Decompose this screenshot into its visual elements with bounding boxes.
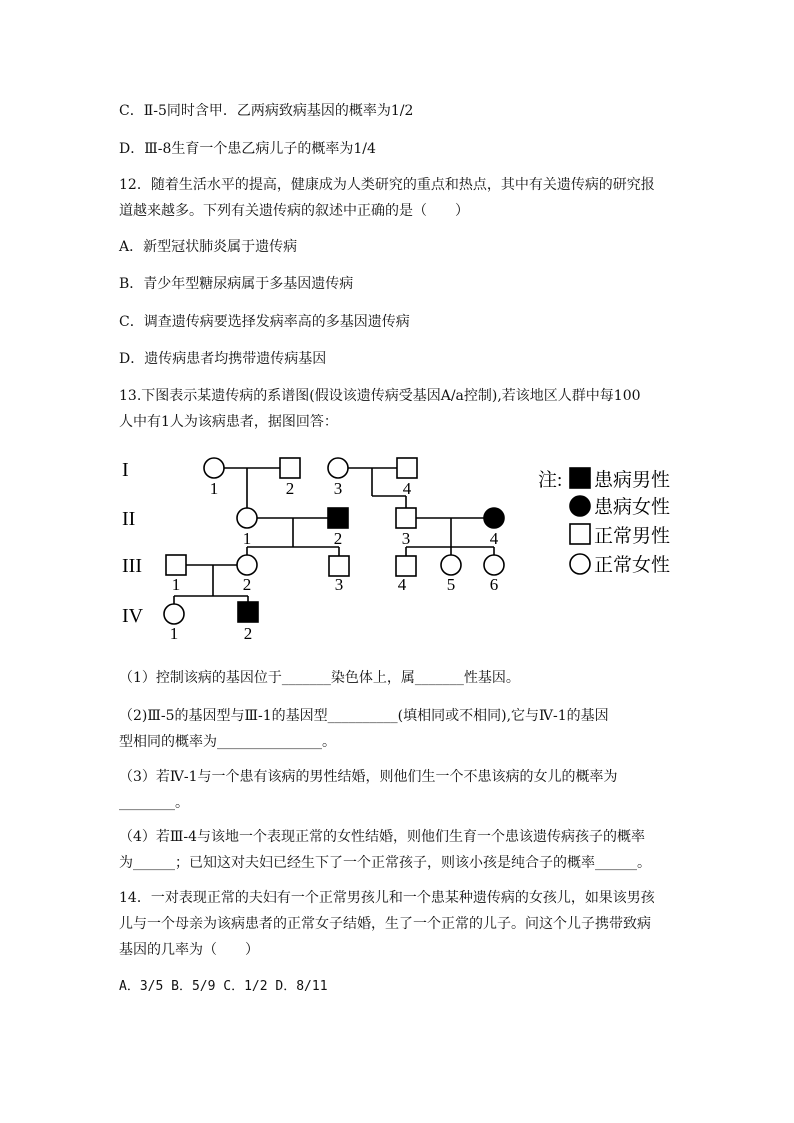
question-12-option-c: C．调查遗传病要选择发病率高的多基因遗传病 (119, 314, 410, 330)
i-2-number: 2 (285, 479, 295, 498)
option-d-line: D．Ⅲ-8生育一个患乙病儿子的概率为1/4 (119, 141, 376, 157)
iii-4-number: 4 (397, 575, 407, 594)
i-2-normal-male (280, 458, 300, 478)
iii-5-normal-female (441, 555, 461, 575)
i-1-number: 1 (209, 479, 219, 498)
iii-6-normal-female (484, 555, 504, 575)
iv-1-normal-female (164, 604, 184, 624)
legend-affected-male-symbol (570, 468, 590, 488)
iii-3-normal-male (329, 556, 349, 576)
ii-1-number: 1 (242, 529, 252, 548)
iii-2-normal-female (237, 555, 257, 575)
ii-2-affected-male (328, 508, 348, 528)
iii-5-number: 5 (446, 575, 456, 594)
ii-4-number: 4 (489, 529, 499, 548)
legend-normal-female-label: 正常女性 (594, 555, 671, 576)
i-1-normal-female (204, 458, 224, 478)
question-14-options: A．3/5 B．5/9 C．1/2 D．8/11 (119, 979, 328, 994)
pedigree-diagram (110, 448, 690, 648)
question-13-part-2-cont: 型相同的概率为_______________。 (119, 734, 336, 750)
i-3-normal-female (328, 458, 348, 478)
pedigree-legend (538, 468, 670, 576)
question-13-stem-cont: 人中有1人为该病患者，据图回答： (119, 414, 338, 430)
question-13-part-4: （4）若Ⅲ-4与该地一个表现正常的女性结婚，则他们生育一个患该遗传病孩子的概率 (119, 829, 646, 845)
generation-labels (122, 459, 144, 627)
iii-4-normal-male (396, 556, 416, 576)
i-4-number: 4 (402, 479, 412, 498)
question-12-option-a: A．新型冠状肺炎属于遗传病 (119, 239, 298, 255)
legend-normal-male-label: 正常男性 (594, 526, 671, 547)
legend-title: 注: (538, 470, 563, 491)
ii-4-affected-female (484, 508, 504, 528)
iv-2-number: 2 (243, 624, 253, 643)
legend-normal-female-symbol (570, 554, 590, 574)
i-3-number: 3 (333, 479, 343, 498)
legend-affected-male-label: 患病男性 (594, 470, 671, 491)
question-12-stem-cont: 道越来越多。下列有关遗传病的叙述中正确的是（ ） (119, 203, 469, 219)
iii-6-number: 6 (489, 575, 499, 594)
generation-label-i: I (122, 459, 129, 481)
legend-normal-male-symbol (570, 524, 590, 544)
question-12-stem: 12．随着生活水平的提高，健康成为人类研究的重点和热点，其中有关遗传病的研究报 (119, 177, 655, 193)
ii-2-number: 2 (333, 529, 343, 548)
legend-affected-female-symbol (570, 496, 590, 516)
ii-1-normal-female (237, 508, 257, 528)
question-14-stem-cont-2: 基因的几率为（ ） (119, 942, 259, 958)
option-c-line: C．Ⅱ-5同时含甲．乙两病致病基因的概率为1/2 (119, 103, 414, 119)
legend-affected-female-label: 患病女性 (594, 497, 671, 518)
ii-3-normal-male (396, 508, 416, 528)
generation-label-ii: II (122, 508, 136, 530)
question-14-stem: 14．一对表现正常的夫妇有一个正常男孩儿和一个患某种遗传病的女孩儿，如果该男孩 (119, 890, 655, 906)
question-13-part-3-cont: ________。 (119, 795, 189, 811)
ii-3-number: 3 (401, 529, 411, 548)
question-12-option-b: B．青少年型糖尿病属于多基因遗传病 (119, 276, 354, 292)
iii-1-normal-male (166, 555, 186, 575)
i-4-normal-male (397, 458, 417, 478)
question-13-part-3: （3）若Ⅳ-1与一个患有该病的男性结婚，则他们生一个不患该病的女儿的概率为 (119, 769, 618, 785)
generation-label-iv: IV (122, 605, 144, 627)
iii-3-number: 3 (334, 575, 344, 594)
question-14-stem-cont: 儿与一个母亲为该病患者的正常女子结婚，生了一个正常的儿子。问这个儿子携带致病 (119, 916, 651, 932)
question-13-part-2: （2)Ⅲ-5的基因型与Ⅲ-1的基因型__________(填相同或不相同),它与Ⅳ-1的基因 (119, 708, 609, 724)
iv-2-affected-male (238, 602, 258, 622)
iii-2-number: 2 (242, 575, 252, 594)
generation-label-iii: III (122, 555, 142, 577)
question-12-option-d: D．遗传病患者均携带遗传病基因 (119, 351, 327, 367)
question-13-stem: 13.下图表示某遗传病的系谱图(假设该遗传病受基因A/a控制),若该地区人群中每100 (119, 388, 641, 404)
question-13-part-1: （1）控制该病的基因位于_______染色体上，属_______性基因。 (119, 670, 520, 686)
iii-1-number: 1 (171, 575, 181, 594)
iv-1-number: 1 (169, 624, 179, 643)
question-13-part-4-cont: 为______；已知这对夫妇已经生下了一个正常孩子，则该小孩是纯合子的概率______。 (119, 855, 651, 871)
